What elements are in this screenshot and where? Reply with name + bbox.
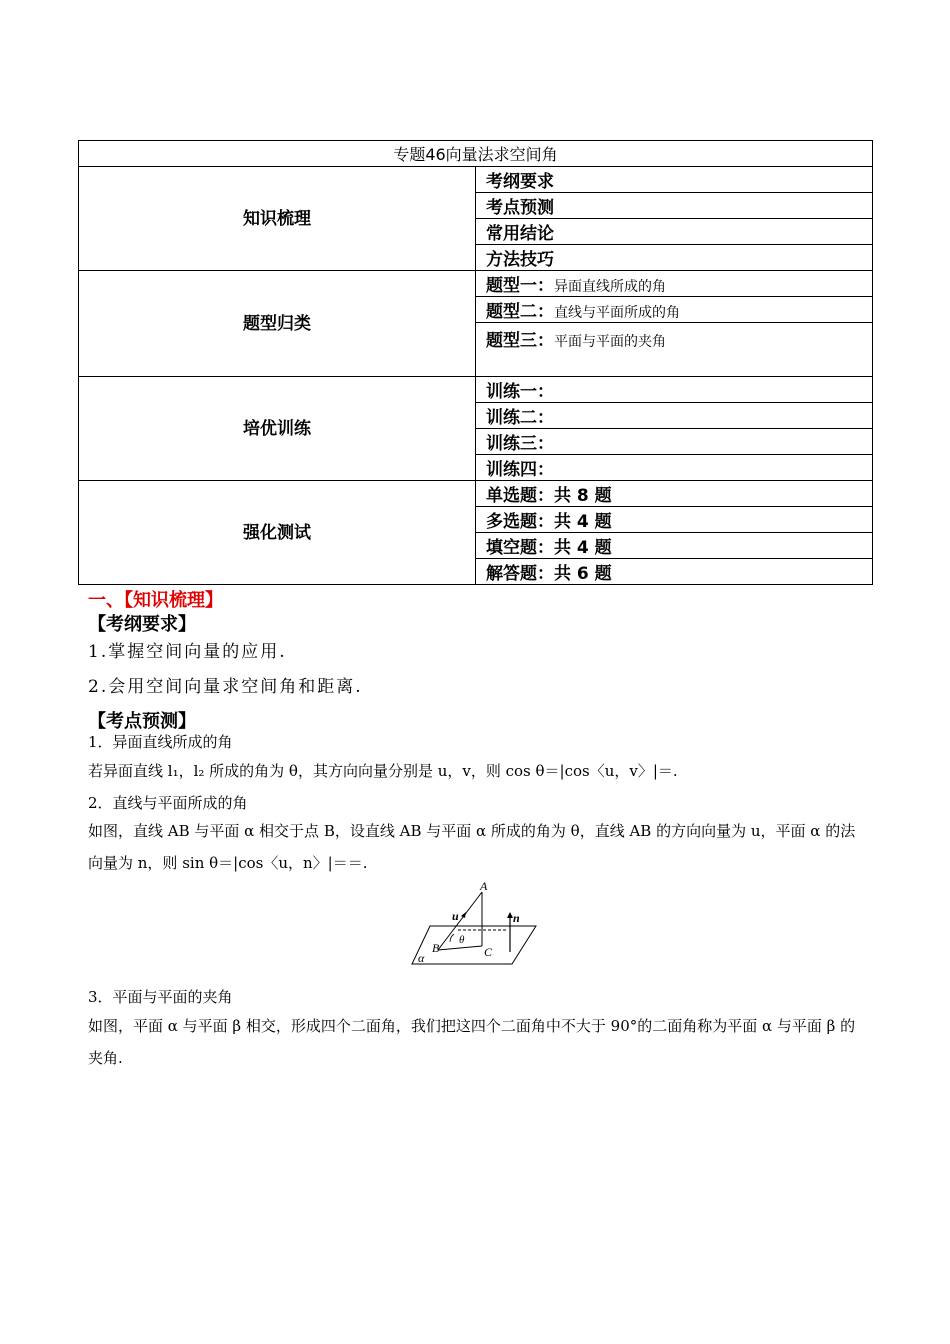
toc-item: 考纲要求 (476, 167, 873, 193)
label-b: B (432, 941, 440, 955)
plane-alpha-shape (412, 926, 536, 964)
toc-item: 训练三： (476, 429, 873, 455)
label-c: C (484, 945, 493, 959)
label-a: A (480, 880, 488, 893)
label-theta: θ (459, 934, 465, 946)
point-3-text: 如图，平面 α 与平面 β 相交，形成四个二面角，我们把这四个二面角中不大于 90°的二面角称为平面 α 与平面 β 的夹角. (88, 1017, 856, 1067)
toc-category-tests: 强化测试 (79, 481, 476, 585)
toc-item: 题型二：直线与平面所成的角 (476, 297, 873, 323)
line-plane-angle-figure (408, 880, 538, 968)
toc-item: 训练二： (476, 403, 873, 429)
toc-category-knowledge: 知识梳理 (79, 167, 476, 271)
section-heading: 一、【知识梳理】 (88, 590, 223, 611)
line-bc (438, 946, 482, 950)
label-n: n (513, 911, 520, 925)
point-2-text: 如图，直线 AB 与平面 α 相交于点 B，设直线 AB 与平面 α 所成的角为 θ，直线 AB 的方向向量为 u，平面 α 的法向量为 n，则 sin θ＝|cos〈u，n〉|＝＝. (88, 822, 856, 872)
toc-item: 单选题：共 8 题 (476, 481, 873, 507)
u-vector-arrow (461, 912, 466, 918)
outline-line-2: 2.会用空间向量求空间角和距离. (88, 677, 363, 697)
toc-title: 专题46向量法求空间角 (79, 141, 873, 167)
toc-item: 题型一：异面直线所成的角 (476, 271, 873, 297)
toc-item: 方法技巧 (476, 245, 873, 271)
toc-item: 填空题：共 4 题 (476, 533, 873, 559)
toc-category-types: 题型归类 (79, 271, 476, 377)
point-3-title: 3．平面与平面的夹角 (88, 988, 233, 1006)
toc-item: 多选题：共 4 题 (476, 507, 873, 533)
toc-item: 题型三：平面与平面的夹角 (476, 323, 873, 377)
point-1-text: 若异面直线 l₁，l₂ 所成的角为 θ，其方向向量分别是 u，v，则 cos θ＝|cos〈u，v〉|＝. (88, 762, 678, 780)
point-1-title: 1．异面直线所成的角 (88, 733, 233, 751)
label-u: u (452, 909, 459, 923)
toc-category-training: 培优训练 (79, 377, 476, 481)
outline-line-1: 1.掌握空间向量的应用. (88, 642, 287, 662)
toc-table (78, 140, 873, 585)
toc-item: 解答题：共 6 题 (476, 559, 873, 585)
outline-heading: 【考纲要求】 (88, 614, 196, 635)
predict-heading: 【考点预测】 (88, 711, 196, 732)
label-alpha: α (418, 951, 425, 965)
toc-item: 训练一： (476, 377, 873, 403)
toc-item: 常用结论 (476, 219, 873, 245)
toc-item: 考点预测 (476, 193, 873, 219)
point-2-title: 2．直线与平面所成的角 (88, 794, 248, 812)
toc-item: 训练四： (476, 455, 873, 481)
angle-theta-arc (450, 934, 454, 942)
